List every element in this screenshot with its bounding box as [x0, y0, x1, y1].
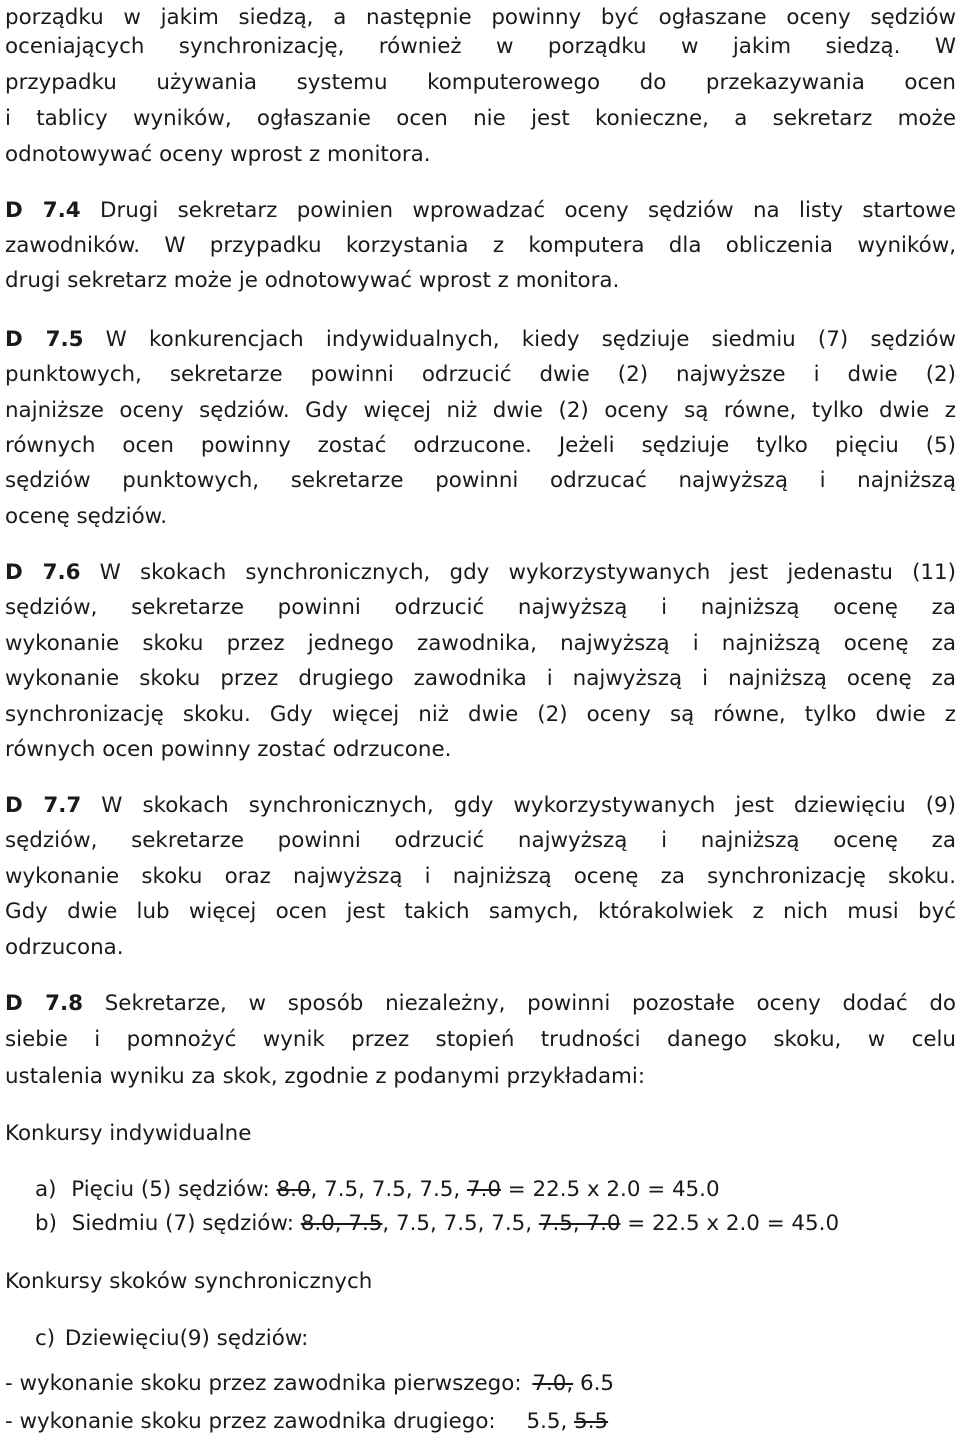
paragraph-line: wykonanie skoku przez drugiego zawodnika i najwyższą i najniższą ocenę za [5, 666, 956, 691]
paragraph-line: wykonanie skoku oraz najwyższą i najniższą ocenę za synchronizację skoku. [5, 864, 956, 889]
section-text: W skokach synchronicznych, gdy wykorzystywanych jest jedenastu (11) [99, 560, 956, 585]
paragraph-line: sędziów punktowych, sekretarze powinni odrzucać najwyższą i najniższą [5, 468, 956, 493]
example-text: Pięciu (5) sędziów: [71, 1177, 270, 1202]
paragraph-line: równych ocen powinny zostać odrzucone. Jeżeli sędziuje tylko pięciu (5) [5, 433, 956, 458]
paragraph-line: oceniających synchronizację, również w porządku w jakim siedzą. W [5, 34, 956, 59]
example-text: Dziewięciu(9) sędziów: [64, 1326, 309, 1351]
paragraph-line: sędziów, sekretarze powinni odrzucić najwyższą i najniższą ocenę za [5, 828, 956, 853]
paragraph-line: porządku w jakim siedzą, a następnie powinny być ogłaszane oceny sędziów [5, 5, 956, 30]
paragraph-line: wykonanie skoku przez jednego zawodnika, najwyższą i najniższą ocenę za [5, 631, 956, 656]
section-d74-line1 [5, 193, 956, 228]
paragraph-line: ocenę sędziów. [5, 504, 167, 529]
paragraph-line: synchronizację skoku. Gdy więcej niż dwie (2) oceny są równe, tylko dwie z [5, 702, 956, 727]
sync-row-first [5, 1366, 614, 1401]
paragraph-line: punktowych, sekretarze powinni odrzucić dwie (2) najwyższe i dwie (2) [5, 362, 956, 387]
result: = 22.5 x 2.0 = 45.0 [620, 1211, 840, 1236]
example-c [35, 1321, 308, 1356]
section-d77-line1 [5, 788, 956, 823]
section-d75-line1 [5, 322, 956, 357]
row-text: - wykonanie skoku przez zawodnika drugiego: [5, 1409, 496, 1434]
section-code: D 7.7 [5, 793, 82, 818]
paragraph-line: odrzucona. [5, 935, 124, 960]
section-d78-line1 [5, 986, 956, 1021]
discarded-score: 8.0, 7.5 [300, 1211, 383, 1236]
section-code: D 7.6 [5, 560, 81, 585]
section-code: D 7.8 [5, 991, 84, 1016]
paragraph-line: ustalenia wyniku za skok, zgodnie z podanymi przykładami: [5, 1064, 646, 1089]
section-text: W skokach synchronicznych, gdy wykorzystywanych jest dziewięciu (9) [101, 793, 956, 818]
discarded-score: 7.5, 7.0 [538, 1211, 621, 1236]
example-label: b) [35, 1211, 57, 1236]
section-heading-individual: Konkursy indywidualne [5, 1121, 252, 1146]
discarded-score: 5.5 [574, 1409, 609, 1434]
scores: , 7.5, 7.5, 7.5, [382, 1211, 533, 1236]
paragraph-line: przypadku używania systemu komputerowego do przekazywania ocen [5, 70, 956, 95]
paragraph-line: Gdy dwie lub więcej ocen jest takich samych, którakolwiek z nich musi być [5, 899, 956, 924]
row-text: - wykonanie skoku przez zawodnika pierwszego: [5, 1371, 522, 1396]
section-text: Sekretarze, w sposób niezależny, powinni pozostałe oceny dodać do [104, 991, 956, 1016]
example-text: Siedmiu (7) sędziów: [71, 1211, 294, 1236]
paragraph-line: zawodników. W przypadku korzystania z komputera dla obliczenia wyników, [5, 233, 956, 258]
score: 6.5 [573, 1371, 614, 1396]
score: 5.5, [526, 1409, 575, 1434]
scores: , 7.5, 7.5, 7.5, [310, 1177, 461, 1202]
example-b [35, 1206, 839, 1241]
paragraph-line: odnotowywać oceny wprost z monitora. [5, 142, 431, 167]
paragraph-line: i tablicy wyników, ogłaszanie ocen nie jest konieczne, a sekretarz może [5, 106, 956, 131]
section-code: D 7.4 [5, 198, 81, 223]
result: = 22.5 x 2.0 = 45.0 [501, 1177, 720, 1202]
section-code: D 7.5 [5, 327, 84, 352]
example-label: a) [35, 1177, 57, 1202]
paragraph-line: najniższe oceny sędziów. Gdy więcej niż dwie (2) oceny są równe, tylko dwie z [5, 398, 956, 423]
discarded-score: 7.0 [466, 1177, 501, 1202]
section-d76-line1 [5, 555, 956, 590]
section-heading-synchro: Konkursy skoków synchronicznych [5, 1269, 373, 1294]
paragraph-line: siebie i pomnożyć wynik przez stopień trudności danego skoku, w celu [5, 1027, 956, 1052]
section-text: Drugi sekretarz powinien wprowadzać oceny sędziów na listy startowe [99, 198, 956, 223]
section-text: W konkurencjach indywidualnych, kiedy sędziuje siedmiu (7) sędziów [105, 327, 956, 352]
example-label: c) [35, 1326, 56, 1351]
paragraph-line: sędziów, sekretarze powinni odrzucić najwyższą i najniższą ocenę za [5, 595, 956, 620]
paragraph-line: równych ocen powinny zostać odrzucone. [5, 737, 452, 762]
sync-row-second [5, 1404, 608, 1439]
paragraph-line: drugi sekretarz może je odnotowywać wprost z monitora. [5, 268, 620, 293]
example-a [35, 1172, 720, 1207]
discarded-score: 8.0 [276, 1177, 311, 1202]
discarded-score: 7.0, [532, 1371, 574, 1396]
